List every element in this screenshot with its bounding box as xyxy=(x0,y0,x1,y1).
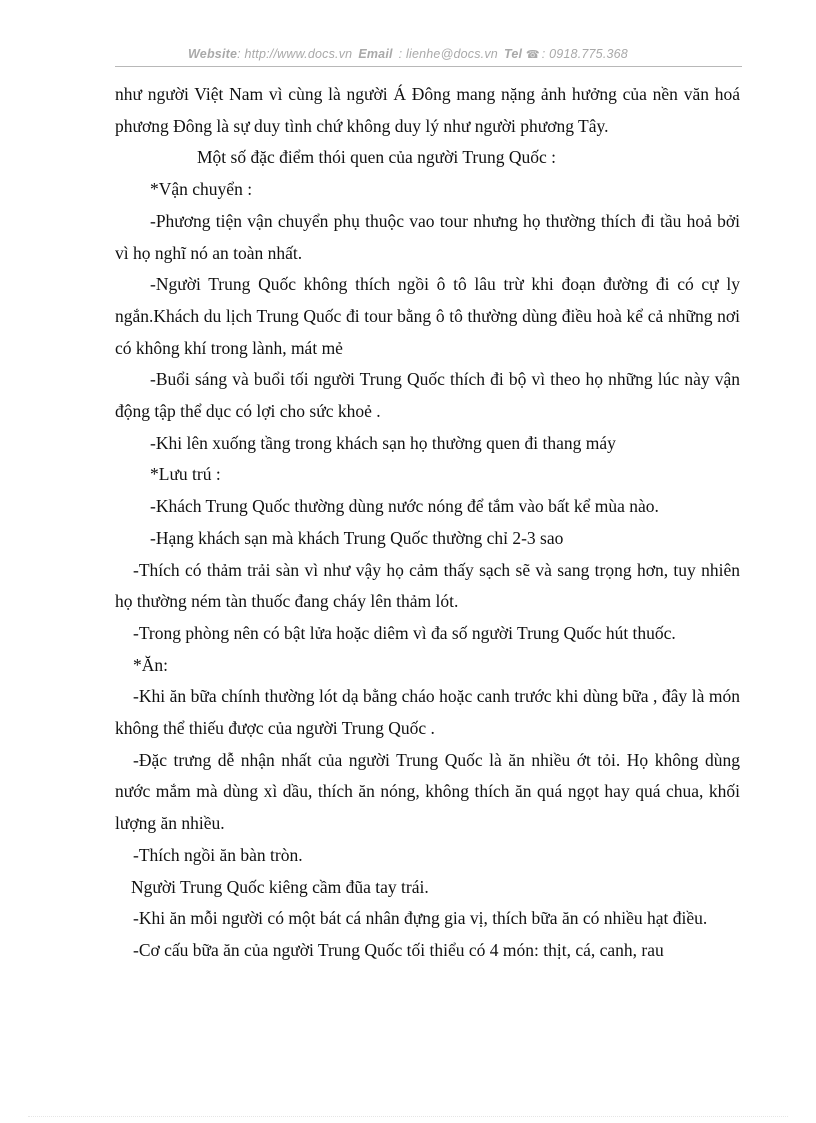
paragraph: -Cơ cấu bữa ăn của người Trung Quốc tối thiểu có 4 món: thịt, cá, canh, rau xyxy=(133,939,664,960)
section-heading: Một số đặc điểm thói quen của người Trung Quốc : xyxy=(197,147,556,168)
paragraph: -Thích ngồi ăn bàn tròn. xyxy=(133,844,303,865)
page-header xyxy=(0,47,816,61)
website-label: Website xyxy=(188,47,238,61)
email-label: Email xyxy=(358,47,393,61)
paragraph: -Khi ăn bữa chính thường lót dạ bằng cháo hoặc canh trước khi dùng bữa , đây là món không thể thiếu được của người Trung Quốc . xyxy=(115,686,740,739)
paragraph: -Thích có thảm trải sàn vì như vậy họ cảm thấy sạch sẽ và sang trọng hơn, tuy nhiên họ thường ném tàn thuốc đang cháy lên thảm lót. xyxy=(115,559,740,612)
email-value: : lienhe@docs.vn xyxy=(398,47,498,61)
paragraph: -Buổi sáng và buổi tối người Trung Quốc thích đi bộ vì theo họ những lúc này vận động tập thể dục có lợi cho sức khoẻ . xyxy=(115,369,740,422)
phone-icon: ☎ xyxy=(525,49,540,61)
document-body xyxy=(115,79,740,967)
paragraph: -Phương tiện vận chuyển phụ thuộc vao tour nhưng họ thường thích đi tầu hoả bởi vì họ nghĩ nó an toàn nhất. xyxy=(115,210,740,263)
website-value: : http://www.docs.vn xyxy=(237,47,353,61)
paragraph: Người Trung Quốc kiêng cầm đũa tay trái. xyxy=(131,876,429,897)
paragraph: -Khi lên xuống tầng trong khách sạn họ thường quen đi thang máy xyxy=(150,432,616,453)
paragraph: như người Việt Nam vì cùng là người Á Đông mang nặng ảnh hưởng của nền văn hoá phương Đông là sự duy tình chứ không duy lý như người phương Tây. xyxy=(115,84,740,136)
paragraph: -Hạng khách sạn mà khách Trung Quốc thường chỉ 2-3 sao xyxy=(150,527,564,548)
footer-divider xyxy=(28,1116,788,1117)
tel-label: Tel xyxy=(503,47,523,61)
paragraph: -Trong phòng nên có bật lửa hoặc diêm vì đa số người Trung Quốc hút thuốc. xyxy=(133,622,676,643)
paragraph: -Đặc trưng dễ nhận nhất của người Trung Quốc là ăn nhiều ớt tỏi. Họ không dùng nước mắm mà dùng xì dầu, thích ăn nóng, không thích ăn quá ngọt hay quá chua, khối lượng ăn nhiều. xyxy=(115,749,740,834)
tel-value: : 0918.775.368 xyxy=(541,47,628,61)
subheading-accommodation: *Lưu trú : xyxy=(150,464,221,485)
paragraph: -Khách Trung Quốc thường dùng nước nóng để tắm vào bất kể mùa nào. xyxy=(150,496,659,517)
subheading-transport: *Vận chuyển : xyxy=(150,179,253,200)
paragraph: -Người Trung Quốc không thích ngồi ô tô lâu trừ khi đoạn đường đi có cự ly ngắn.Khách du lịch Trung Quốc đi tour bằng ô tô thường dùng điều hoà kể cả những nơi có không khí trong lành, mát mẻ xyxy=(115,274,740,358)
paragraph: -Khi ăn mỗi người có một bát cá nhân đựng gia vị, thích bữa ăn có nhiều hạt điều. xyxy=(133,908,708,929)
subheading-food: *Ăn: xyxy=(133,654,168,675)
header-rule xyxy=(115,66,742,67)
